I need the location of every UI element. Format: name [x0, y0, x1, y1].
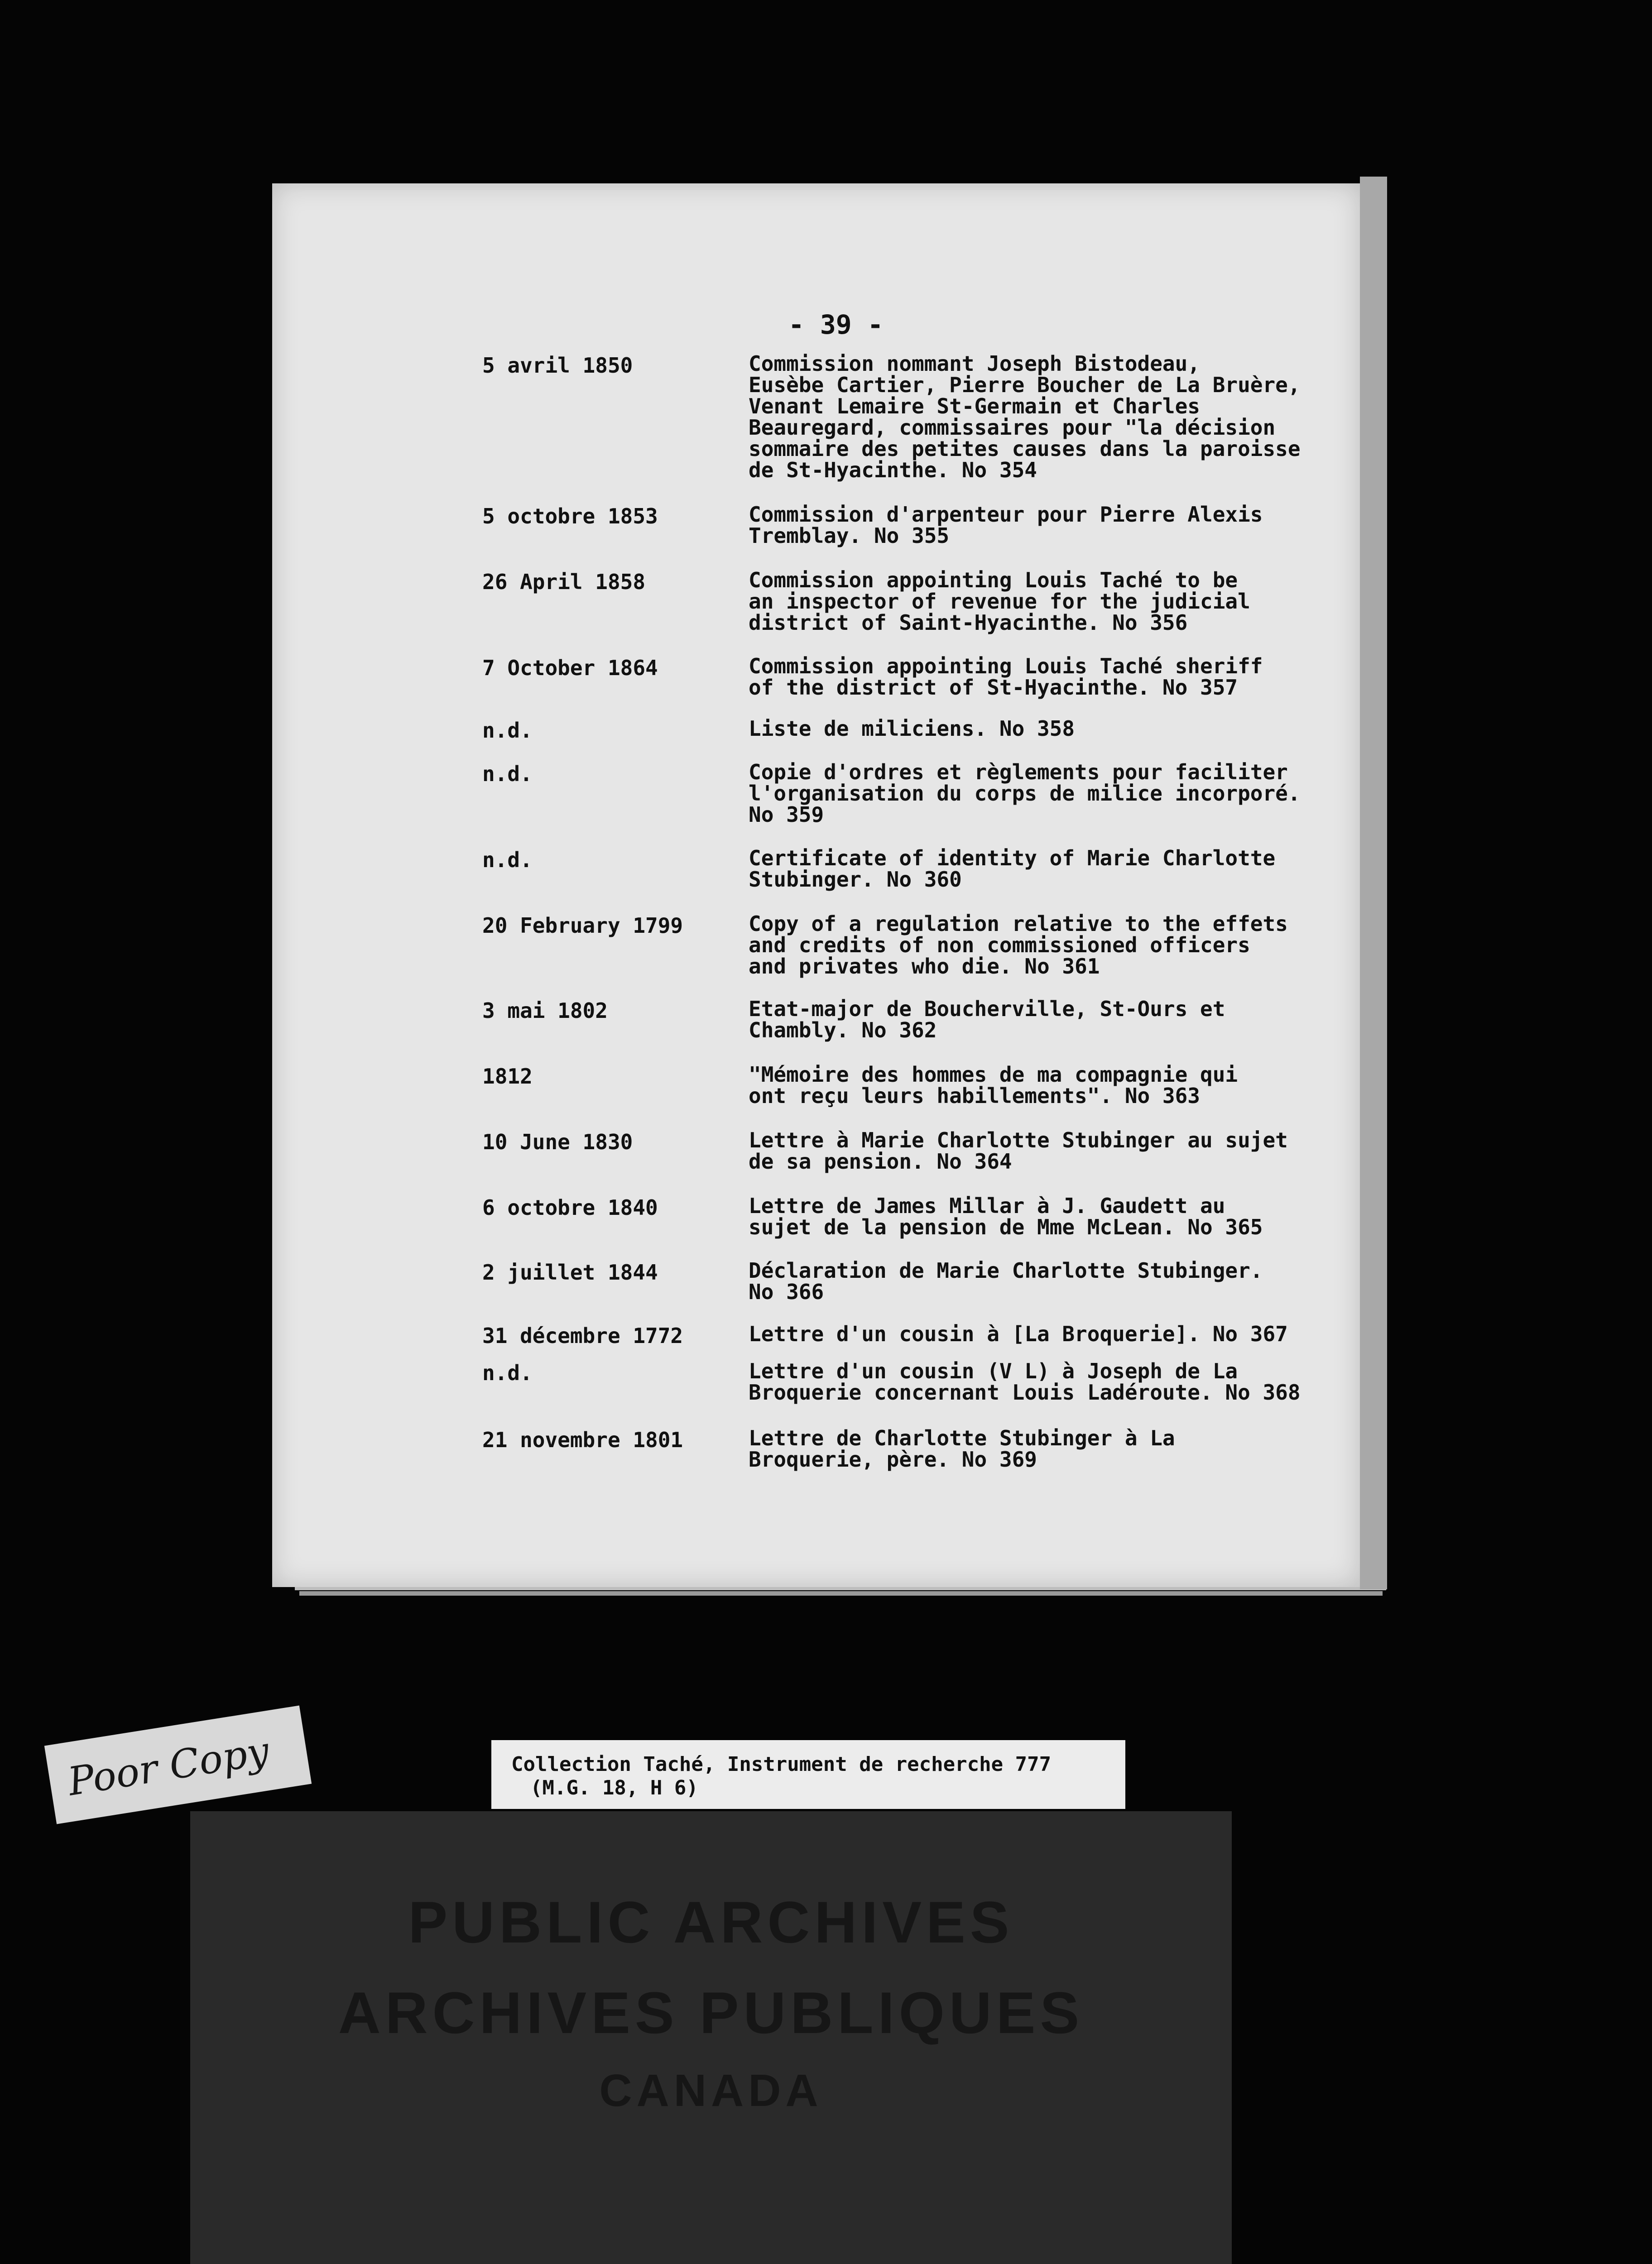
document-page: [272, 183, 1360, 1587]
entry-description: Commission nommant Joseph Bistodeau, Eusèbe Cartier, Pierre Boucher de La Bruère, Venant Lemaire St-Germain et Charles Beauregard, commissaires pour "la décision sommaire des petites causes dans la paroisse de St-Hyacinthe. No 354: [749, 351, 1301, 482]
entry-list: [272, 183, 1360, 1587]
page-stack-edge-right: [1360, 177, 1387, 1589]
entry-date: 6 octobre 1840: [482, 1195, 658, 1220]
entry-description: Certificate of identity of Marie Charlotte Stubinger. No 360: [749, 846, 1276, 892]
entry-description: Lettre de Charlotte Stubinger à La Broquerie, père. No 369: [749, 1426, 1175, 1472]
entry-description: Copie d'ordres et règlements pour faciliter l'organisation du corps de milice incorporé. No 359: [749, 760, 1301, 827]
entry-description: Commission d'arpenteur pour Pierre Alexis Tremblay. No 355: [749, 502, 1263, 548]
entry-date: 3 mai 1802: [482, 998, 608, 1023]
entry-date: 21 novembre 1801: [482, 1428, 683, 1452]
collection-label: [491, 1740, 1125, 1809]
entry-date: 20 February 1799: [482, 913, 683, 938]
poor-copy-tag: [44, 1705, 312, 1824]
entry-date: 31 décembre 1772: [482, 1324, 683, 1348]
entry-description: Commission appointing Louis Taché to be an inspector of revenue for the judicial district of Saint-Hyacinthe. No 356: [749, 568, 1250, 635]
handwritten-note: Poor Copy: [65, 1728, 273, 1805]
entry-description: Lettre à Marie Charlotte Stubinger au sujet de sa pension. No 364: [749, 1128, 1288, 1174]
page-stack-edge-bottom-2: [299, 1591, 1383, 1596]
entry-date: 1812: [482, 1064, 533, 1089]
entry-description: "Mémoire des hommes de ma compagnie qui ont reçu leurs habillements". No 363: [749, 1062, 1238, 1108]
entry-description: Etat-major de Boucherville, St-Ours et Chambly. No 362: [749, 997, 1225, 1042]
entry-description: Lettre d'un cousin (V L) à Joseph de La Broquerie concernant Louis Ladéroute. No 368: [749, 1359, 1301, 1405]
entry-date: 7 October 1864: [482, 656, 658, 680]
entry-date: n.d.: [482, 848, 533, 872]
archives-stamp: [190, 1811, 1232, 2264]
entry-description: Liste de miliciens. No 358: [749, 716, 1075, 741]
stamp-line-3: CANADA: [599, 2065, 823, 2116]
entry-description: Déclaration de Marie Charlotte Stubinger. No 366: [749, 1258, 1263, 1304]
entry-date: n.d.: [482, 718, 533, 743]
entry-date: 10 June 1830: [482, 1130, 633, 1154]
collection-label-reference: (M.G. 18, H 6): [530, 1776, 698, 1799]
entry-description: Copy of a regulation relative to the effets and credits of non commissioned officers and privates who die. No 361: [749, 911, 1288, 979]
stamp-line-1: PUBLIC ARCHIVES: [408, 1889, 1014, 1955]
entry-date: n.d.: [482, 762, 533, 786]
entry-description: Commission appointing Louis Taché sheriff of the district of St-Hyacinthe. No 357: [749, 654, 1263, 700]
entry-description: Lettre d'un cousin à [La Broquerie]. No 367: [749, 1322, 1288, 1346]
entry-date: 5 avril 1850: [482, 353, 633, 378]
entry-date: 2 juillet 1844: [482, 1260, 658, 1285]
collection-label-title: Collection Taché, Instrument de recherche 777: [511, 1753, 1052, 1776]
stamp-line-2: ARCHIVES PUBLIQUES: [338, 1980, 1084, 2046]
entry-description: Lettre de James Millar à J. Gaudett au sujet de la pension de Mme McLean. No 365: [749, 1194, 1263, 1239]
page-number: - 39 -: [788, 309, 884, 340]
entry-date: n.d.: [482, 1361, 533, 1385]
entry-date: 26 April 1858: [482, 570, 646, 594]
entry-date: 5 octobre 1853: [482, 504, 658, 528]
